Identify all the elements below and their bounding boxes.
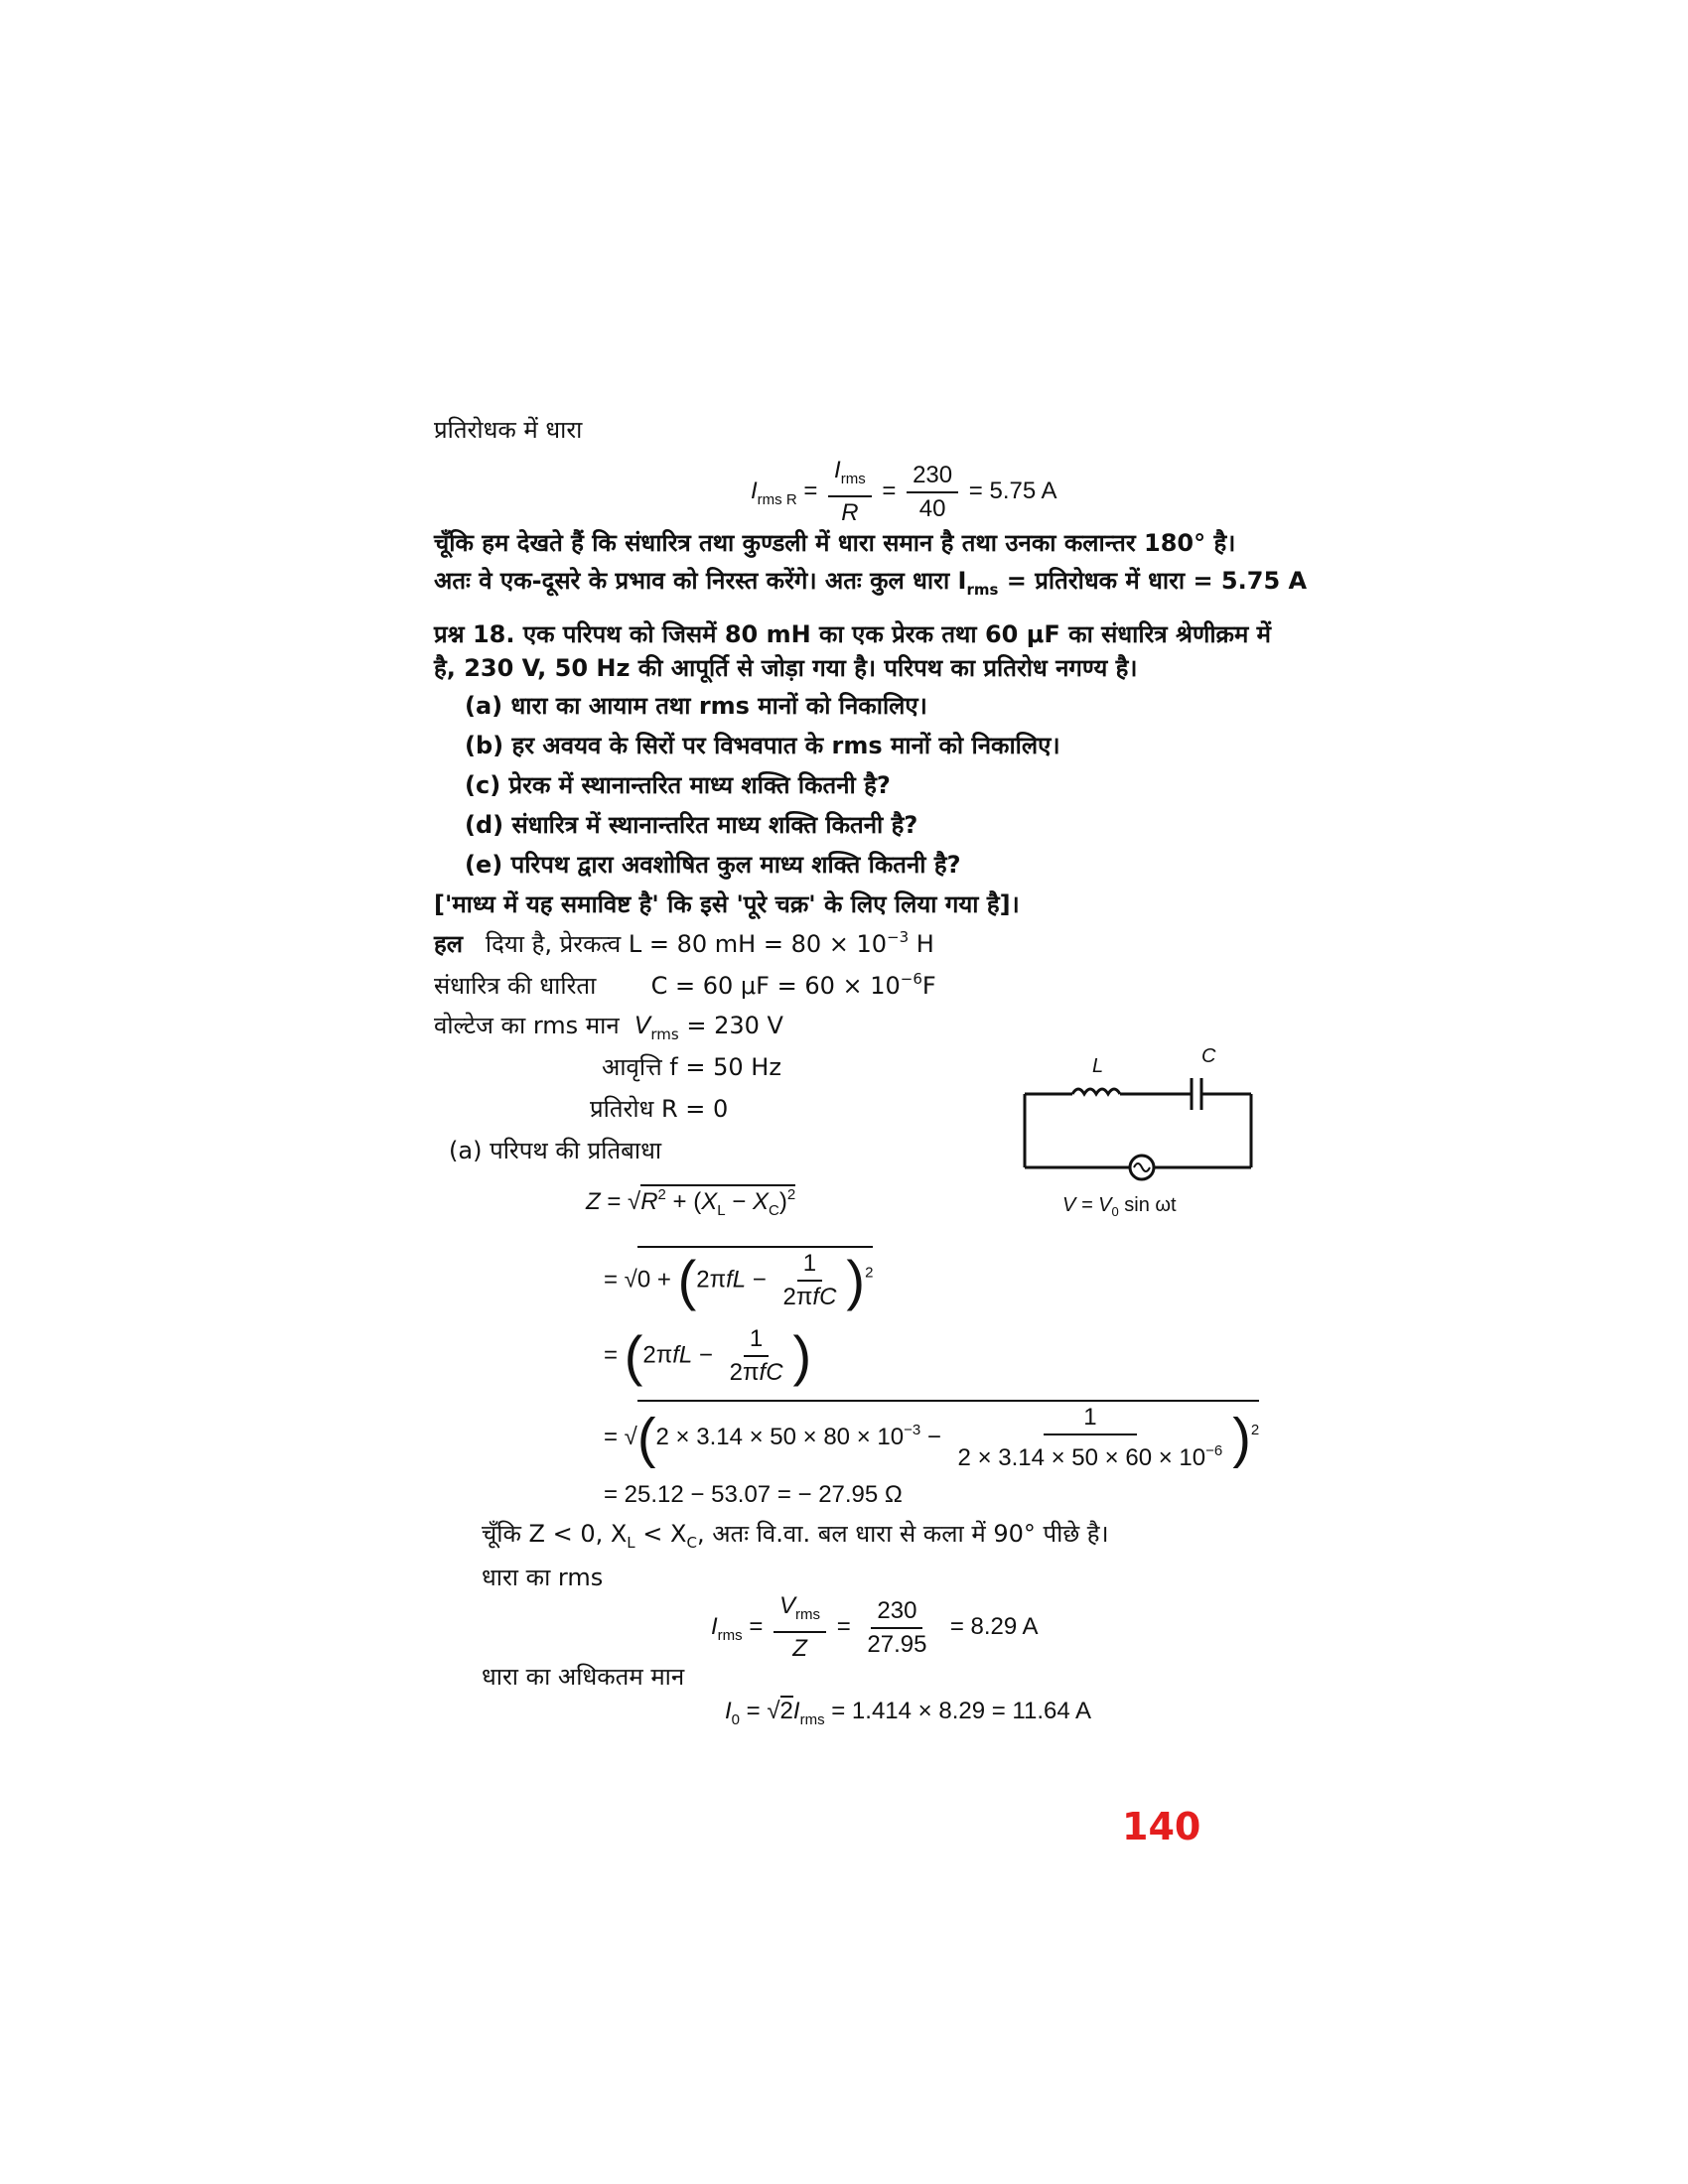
impedance-step-2: = √0 + (2πfL − $\frac{1}{\text{2πfC}}$ )$^2$	[604, 1246, 873, 1311]
paragraph-line-2: अतः वे एक-दूसरे के प्रभाव को निरस्त करेंगे। अतः कुल धारा $I_{rms}$ = प्रतिरोधक में धारा = 5.75 A	[434, 567, 1308, 599]
solution-part-a-label: (a) परिपथ की प्रतिबाधा	[449, 1137, 662, 1164]
question-part-b: (b) हर अवयव के सिरों पर विभवपात के rms मानों को निकालिए।	[465, 732, 1060, 759]
rms-label: धारा का rms	[482, 1564, 604, 1591]
impedance-step-3: = (2πfL − $\frac{1}{\text{2πfC}}$ )	[604, 1324, 812, 1387]
max-current-equation: $I_0 = √2I_{rms} = 1.414 \times 8.29 = 11.64$ A	[725, 1698, 1092, 1728]
impedance-step-5: = 25.12 − 53.07 = − 27.95 Ω	[604, 1481, 903, 1508]
solution-voltage: वोल्टेज का rms मान $V_{rms} = 230$ V	[434, 1012, 783, 1043]
rms-equation: $I_{rms}$ = $\frac{V_{rms}}{Z}$ = $\frac{230}{27.95}$ = 8.29 A	[711, 1592, 1039, 1662]
impedance-formula: $Z = √R^2 + (X_L - X_C)^2$	[586, 1186, 796, 1219]
question-part-d: (d) संधारित्र में स्थानान्तरित माध्य शक्ति कितनी है?	[465, 811, 918, 839]
max-current-label: धारा का अधिकतम मान	[482, 1663, 685, 1691]
inductor-label: L	[1092, 1055, 1104, 1077]
sine-wave-icon	[1134, 1163, 1150, 1171]
question-line-2: है, 230 V, 50 Hz की आपूर्ति से जोड़ा गया है। परिपथ का प्रतिरोध नगण्य है।	[434, 654, 1138, 682]
capacitor-label: C	[1201, 1045, 1216, 1067]
solution-frequency: आवृत्ति f = 50 Hz	[602, 1053, 781, 1081]
resistor-current-label: प्रतिरोधक में धारा	[434, 416, 583, 444]
solution-resistance: प्रतिरोध R = 0	[590, 1095, 729, 1123]
page-number: 140	[1122, 1805, 1201, 1848]
solution-capacitance: संधारित्र की धारिता C = 60 $\mu F = 60 \times 10^{-6}F$	[434, 970, 936, 1000]
question-part-a: (a) धारा का आयाम तथा rms मानों को निकालिए।	[465, 692, 927, 720]
circuit-svg	[1013, 1042, 1271, 1221]
question-part-e: (e) परिपथ द्वारा अवशोषित कुल माध्य शक्ति कितनी है?	[465, 851, 961, 879]
eq-result: = 5.75 A	[968, 477, 1057, 504]
source-equation: $V = V_0$ sin ωt	[1062, 1194, 1177, 1219]
question-part-c: (c) प्रेरक में स्थानान्तरित माध्य शक्ति कितनी है?	[465, 771, 891, 799]
paragraph-line-1: चूँकि हम देखते हैं कि संधारित्र तथा कुण्डली में धारा समान है तथा उनका कलान्तर 180° है।	[434, 529, 1236, 557]
eq-denominator-40: 40	[918, 494, 946, 522]
eq-numerator-230: 230	[907, 462, 958, 493]
lc-circuit-diagram	[1013, 1042, 1271, 1221]
inductor-coil	[1072, 1089, 1120, 1094]
lag-statement: चूँकि Z < 0, $X_L < X_C$, अतः वि.वा. बल धारा से कला में 90° पीछे है।	[482, 1520, 1109, 1552]
impedance-step-4: = $√(2 \times 3.14 \times 50 \times 80 \times 10^{-3}$ − $\frac{1}{2 \times 3.14 \times 50 \times 60 \times 10^{-6}}$ )$^2$	[604, 1400, 1259, 1472]
question-line-1: प्रश्न 18. एक परिपथ को जिसमें 80 mH का एक प्रेरक तथा 60 μF का संधारित्र श्रेणीक्रम में	[434, 620, 1272, 648]
solution-given-inductance: हल दिया है, प्रेरकत्व L = 80 mH = $80 \times 10^{-3}$ H	[434, 928, 934, 958]
question-note: ['माध्य में यह समाविष्ट है' कि इसे 'पूरे चक्र' के लिए लिया गया है]।	[434, 890, 1020, 918]
resistor-current-equation: $I_{rms R}$ = $\frac{I_{rms}}{R}$ = $\frac{230}{40}$ = 5.75 A	[751, 457, 1057, 526]
